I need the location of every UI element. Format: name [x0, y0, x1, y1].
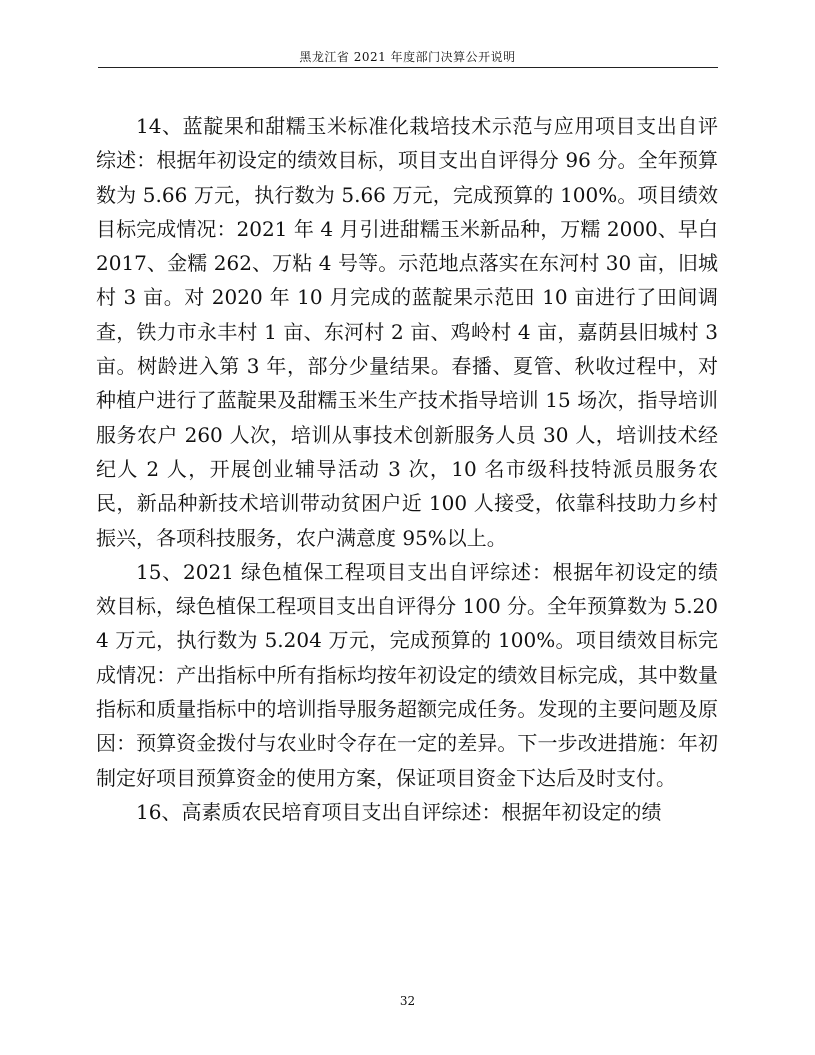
page-number: 32 [399, 994, 416, 1008]
page-header-title: 黑龙江省 2021 年度部门决算公开说明 [299, 50, 516, 64]
document-body [96, 109, 718, 829]
paragraph-item-14: 14、蓝靛果和甜糯玉米标准化栽培技术示范与应用项目支出自评综述：根据年初设定的绩效目标，项目支出自评得分 96 分。全年预算数为 5.66 万元，执行数为 5.66 万元，完成预算的 100%。项目绩效目标完成情况：2021 年 4 月引进甜糯玉米新品种，万糯 2000、早白 2017、金糯 262、万粘 4 号等。示范地点落实在东河村 30 亩，旧城村 3 亩。对 2020 年 10 月完成的蓝靛果示范田 10 亩进行了田间调查，铁力市永丰村 1 亩、东河村 2 亩、鸡岭村 4 亩，嘉荫县旧城村 3 亩。树龄进入第 3 年，部分少量结果。春播、夏管、秋收过程中，对种植户进行了蓝靛果及甜糯玉米生产技术指导培训 15 场次，指导培训服务农户 260 人次，培训从事技术创新服务人员 30 人，培训技术经纪人 2 人，开展创业辅导活动 3 次，10 名市级科技特派员服务农民，新品种新技术培训带动贫困户近 100 人接受，依靠科技助力乡村振兴，各项科技服务，农户满意度 95%以上。 [96, 114, 718, 550]
header-divider [98, 67, 718, 68]
paragraph-item-15: 15、2021 绿色植保工程项目支出自评综述：根据年初设定的绩效目标，绿色植保工程项目支出自评得分 100 分。全年预算数为 5.204 万元，执行数为 5.204 万元，完成预算的 100%。项目绩效目标完成情况：产出指标中所有指标均按年初设定的绩效目标完成，其中数量指标和质量指标中的培训指导服务超额完成任务。发现的主要问题及原因：预算资金拨付与农业时令存在一定的差异。下一步改进措施：年初制定好项目预算资金的使用方案，保证项目资金下达后及时支付。 [96, 559, 718, 790]
paragraph-item-16: 16、高素质农民培育项目支出自评综述：根据年初设定的绩 [136, 799, 662, 824]
